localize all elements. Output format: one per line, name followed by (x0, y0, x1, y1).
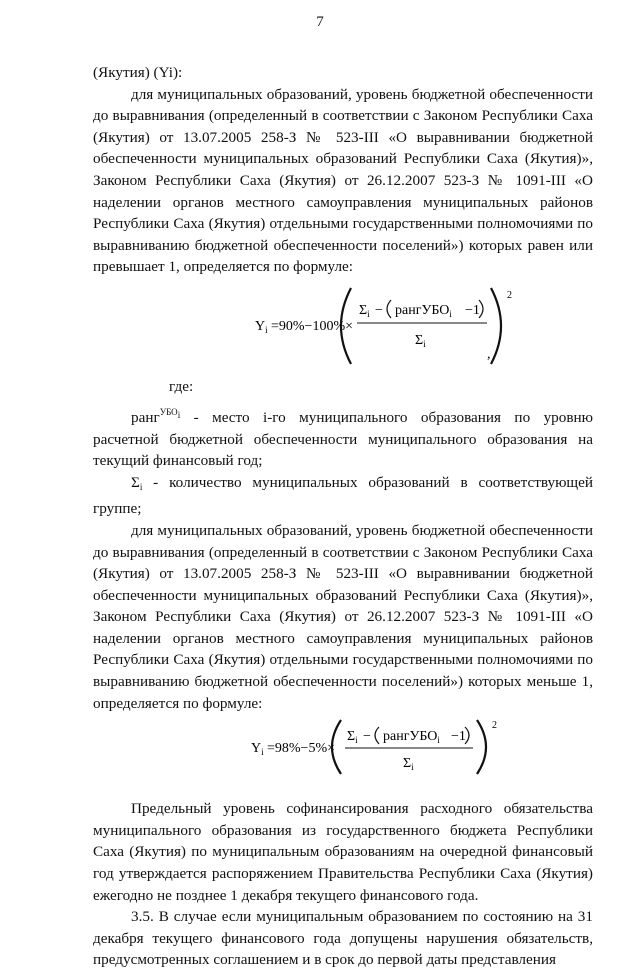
formula-1-svg (93, 278, 593, 374)
f2-right-paren (477, 720, 486, 774)
f1-lhs: $Y_i$ (255, 318, 268, 335)
f1-num-minus: − (375, 302, 383, 318)
f2-inner-left-paren (375, 727, 379, 744)
paragraph-group-1: для муниципальных образований, уровень бюджетной обеспеченности до выравнивания (определенный в соответствии с Законом Республики Саха (Якутия) от 13.07.2005 258-З № 523-III «О выравнивании бюджетной обеспеченности муниципальных образований Республики Саха (Якутия)», Законом Республики Саха (Якутия) от 26.12.2007 523-З № 1091-III «О наделении органов местного самоуправления муниципальных районов Республики Саха (Якутия) отдельными государственными полномочиями по выравниванию бюджетной обеспеченности поселений») которых равен или превышает 1, определяется по формуле: (93, 85, 593, 276)
where-label-row (93, 374, 593, 402)
f1-right-paren (491, 288, 501, 364)
spacer (93, 780, 593, 798)
page-number: 7 (316, 14, 324, 30)
def-sigma-text: - количество муниципальных образований в соответствующей группе; (93, 473, 593, 518)
f1-inner-left-paren (387, 300, 391, 318)
def-rank-sup: УБОi (159, 406, 181, 420)
definition-sigma (93, 472, 593, 520)
def-sigma-sub: i (139, 481, 143, 492)
f1-rhs-const: =90%−100%× (271, 318, 354, 334)
where-label: где: (169, 377, 194, 395)
f2-num-rank: рангУБО$_i$ (383, 729, 440, 746)
f2-num-minus: − (363, 729, 371, 745)
paragraph-3-5: 3.5. В случае если муниципальным образованием по состоянию на 31 декабря текущего финансового года допущены нарушения обязательств, предусмотренных соглашением и в срок до первой даты представления (93, 908, 593, 969)
f1-power: 2 (507, 289, 512, 301)
f1-trailing-comma: , (487, 346, 491, 362)
def-sigma-sym: Σ (131, 473, 140, 491)
f2-rhs-const: =98%−5%× (267, 741, 336, 757)
f2-den: $\Sigma_i$ (403, 756, 414, 773)
f1-num-rank: рангУБО$_i$ (395, 302, 452, 319)
f2-lhs: $Y_i$ (251, 741, 264, 758)
f1-den: $\Sigma_i$ (415, 332, 426, 349)
def-rank-prefix: ранг (131, 408, 160, 426)
f2-num-sigma: $\Sigma_i$ (347, 729, 358, 746)
f1-num-sigma: $\Sigma_i$ (359, 302, 370, 319)
formula-1 (93, 278, 593, 374)
def-rank-text: - место i-го муниципального образования по уровню расчетной бюджетной обеспеченности муниципального образования на текущий финансовый год; (93, 408, 593, 470)
f2-power: 2 (492, 720, 497, 732)
definition-rank (93, 402, 593, 472)
intro-line: (Якутия) (Yi): (93, 64, 183, 81)
document-body (93, 62, 593, 971)
paragraph-group-2: для муниципальных образований, уровень бюджетной обеспеченности до выравнивания (определенный в соответствии с Законом Республики Саха (Якутия) от 13.07.2005 258-З № 523-III «О выравнивании бюджетной обеспеченности муниципальных образований Республики Саха (Якутия)», Законом Республики Саха (Якутия) от 26.12.2007 523-З № 1091-III «О наделении органов местного самоуправления муниципальных районов Республики Саха (Якутия) отдельными государственными полномочиями по выравниванию бюджетной обеспеченности поселений») которых меньше 1, определяется по формуле: (93, 521, 593, 712)
f1-num-tail: −1 (465, 302, 480, 318)
paragraph-limit: Предельный уровень софинансирования расходного обязательства муниципального образования из государственного бюджета Республики Саха (Якутия) по муниципальным образованиям на очередной финансовый год утверждается распоряжением Правительства Республики Саха (Якутия) ежегодно не позднее 1 декабря текущего финансового года. (93, 800, 593, 904)
formula-2 (93, 714, 593, 780)
formula-2-svg (93, 714, 593, 780)
f2-num-tail: −1 (451, 729, 466, 745)
